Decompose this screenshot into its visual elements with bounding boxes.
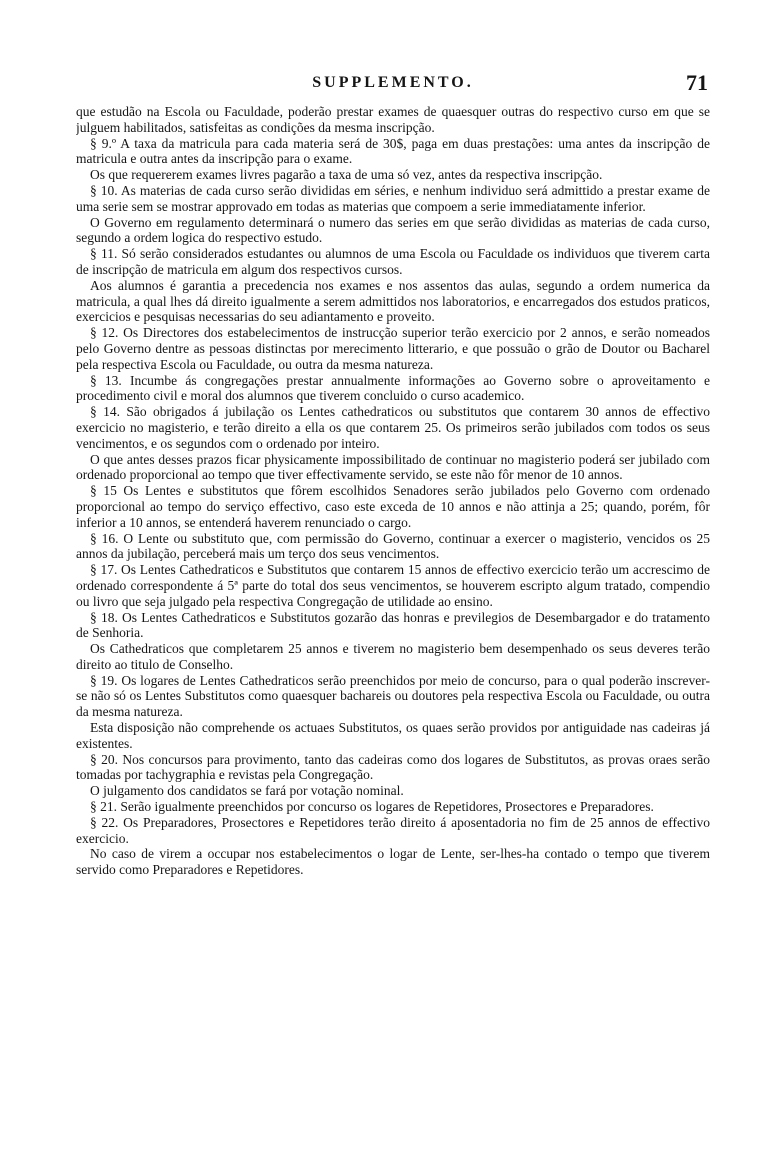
paragraph: § 21. Serão igualmente preenchidos por concurso os logares de Repetidores, Prosectores e Preparadores. bbox=[90, 799, 654, 815]
paragraph: § 17. Os Lentes Cathedraticos e Substitutos que contarem 15 annos de effectivo exercicio terão um accrescimo de ordenado correspondente á 5ª parte do total dos seus vencimentos, se houverem escripto algum tratado, compendio ou livro que seja julgado pela respectiva Congregação de utilidade ao ensino. bbox=[76, 562, 710, 609]
paragraph: § 9.º A taxa da matricula para cada materia será de 30$, paga em duas prestações: uma antes da inscripção de matricula e outra antes da inscripção para o exame. bbox=[76, 135, 710, 167]
paragraph: § 19. Os logares de Lentes Cathedraticos serão preenchidos por meio de concurso, para o qual poderão inscrever-se não só os Lentes Substitutos como quaesquer bachareis ou doutores pela respectiva Escola ou Faculdade, ou outra da mesma natureza. bbox=[76, 672, 710, 720]
paragraph: O julgamento dos candidatos se fará por votação nominal. bbox=[90, 783, 404, 799]
paragraph: Aos alumnos é garantia a precedencia nos exames e nos assentos das aulas, segundo a ordem numerica da matricula, a qual lhes dá direito igualmente a serem admittidos nos laboratorios, e encarregados dos estudos praticos, exercicios e pesquisas necessarias do seu adiantamento e proveito. bbox=[76, 277, 710, 325]
paragraph: § 16. O Lente ou substituto que, com permissão do Governo, continuar a exercer o magisterio, vencidos os 25 annos da jubilação, perceberá mais um terço dos seus vencimentos. bbox=[76, 530, 710, 562]
paragraph: § 18. Os Lentes Cathedraticos e Substitutos gozarão das honras e previlegios de Desembargador e do tratamento de Senhoria. bbox=[76, 609, 710, 641]
paragraph: § 20. Nos concursos para provimento, tanto das cadeiras como dos logares de Substitutos, as provas oraes serão tomadas por tachygraphia e revistas pela Congregação. bbox=[76, 751, 710, 783]
paragraph: O Governo em regulamento determinará o numero das series em que serão divididas as materias de cada curso, segundo a ordem logica do respectivo estudo. bbox=[76, 214, 710, 246]
paragraph: Os que requererem exames livres pagarão a taxa de uma só vez, antes da respectiva inscripção. bbox=[90, 167, 603, 183]
paragraph: O que antes desses prazos ficar physicamente impossibilitado de continuar no magisterio poderá ser jubilado com ordenado proporcional ao tempo que tiver effectivamente servido, se este não fôr menor de 10 annos. bbox=[76, 451, 710, 483]
paragraph: No caso de virem a occupar nos estabelecimentos o logar de Lente, ser-lhes-ha contado o tempo que tiverem servido como Preparadores e Repetidores. bbox=[76, 846, 710, 878]
paragraph: § 14. São obrigados á jubilação os Lentes cathedraticos ou substitutos que contarem 30 annos de effectivo exercicio no magisterio, e terão direito a ella os que contarem 25. Os primeiros serão jubilados com todos os seus vencimentos, e os segundos com o ordenado por inteiro. bbox=[76, 404, 710, 451]
document-page bbox=[76, 72, 710, 1132]
paragraph: que estudão na Escola ou Faculdade, poderão prestar exames de quaesquer outras do respectivo curso em que se julguem habilitados, satisfeitas as condições da mesma inscripção. bbox=[76, 104, 710, 135]
paragraph: § 10. As materias de cada curso serão divididas em séries, e nenhum individuo será admittido a prestar exame de uma serie sem se mostrar approvado em todas as materias que compoem a serie immediatamente inferior. bbox=[76, 182, 710, 214]
body-text bbox=[76, 104, 710, 878]
paragraph: Os Cathedraticos que completarem 25 annos e tiverem no magisterio bem desempenhado os seus deveres terão direito ao titulo de Conselho. bbox=[76, 641, 710, 672]
paragraph: Esta disposição não comprehende os actuaes Substitutos, os quaes serão providos por antiguidade nas cadeiras já existentes. bbox=[76, 720, 710, 751]
running-head: SUPPLEMENTO. bbox=[312, 74, 474, 91]
paragraph: § 13. Incumbe ás congregações prestar annualmente informações ao Governo sobre o aproveitamento e procedimento civil e moral dos alumnos que tiverem concluido o curso academico. bbox=[76, 372, 710, 404]
paragraph: § 11. Só serão considerados estudantes ou alumnos de uma Escola ou Faculdade os individuos que tiverem carta de inscripção de matricula em algum dos respectivos cursos. bbox=[76, 246, 710, 277]
paragraph: § 22. Os Preparadores, Prosectores e Repetidores terão direito á aposentadoria no fim de 25 annos de effectivo exercicio. bbox=[76, 814, 710, 846]
paragraph: § 15 Os Lentes e substitutos que fôrem escolhidos Senadores serão jubilados pelo Governo com ordenado proporcional ao tempo do serviço effectivo, caso este exceda de 10 annos e não attinja a 25; quando, porém, fôr inferior a 10 annos, se entenderá haverem renunciado o cargo. bbox=[76, 483, 710, 530]
paragraph: § 12. Os Directores dos estabelecimentos de instrucção superior terão exercicio por 2 annos, e serão nomeados pelo Governo dentre as pessoas distinctas por merecimento litterario, e que possuão o grão de Doutor ou Bacharel pela respectiva Escola ou Faculdade, ou outra da mesma natureza. bbox=[76, 325, 710, 372]
page-header bbox=[76, 72, 710, 98]
page-number: 71 bbox=[686, 72, 708, 95]
